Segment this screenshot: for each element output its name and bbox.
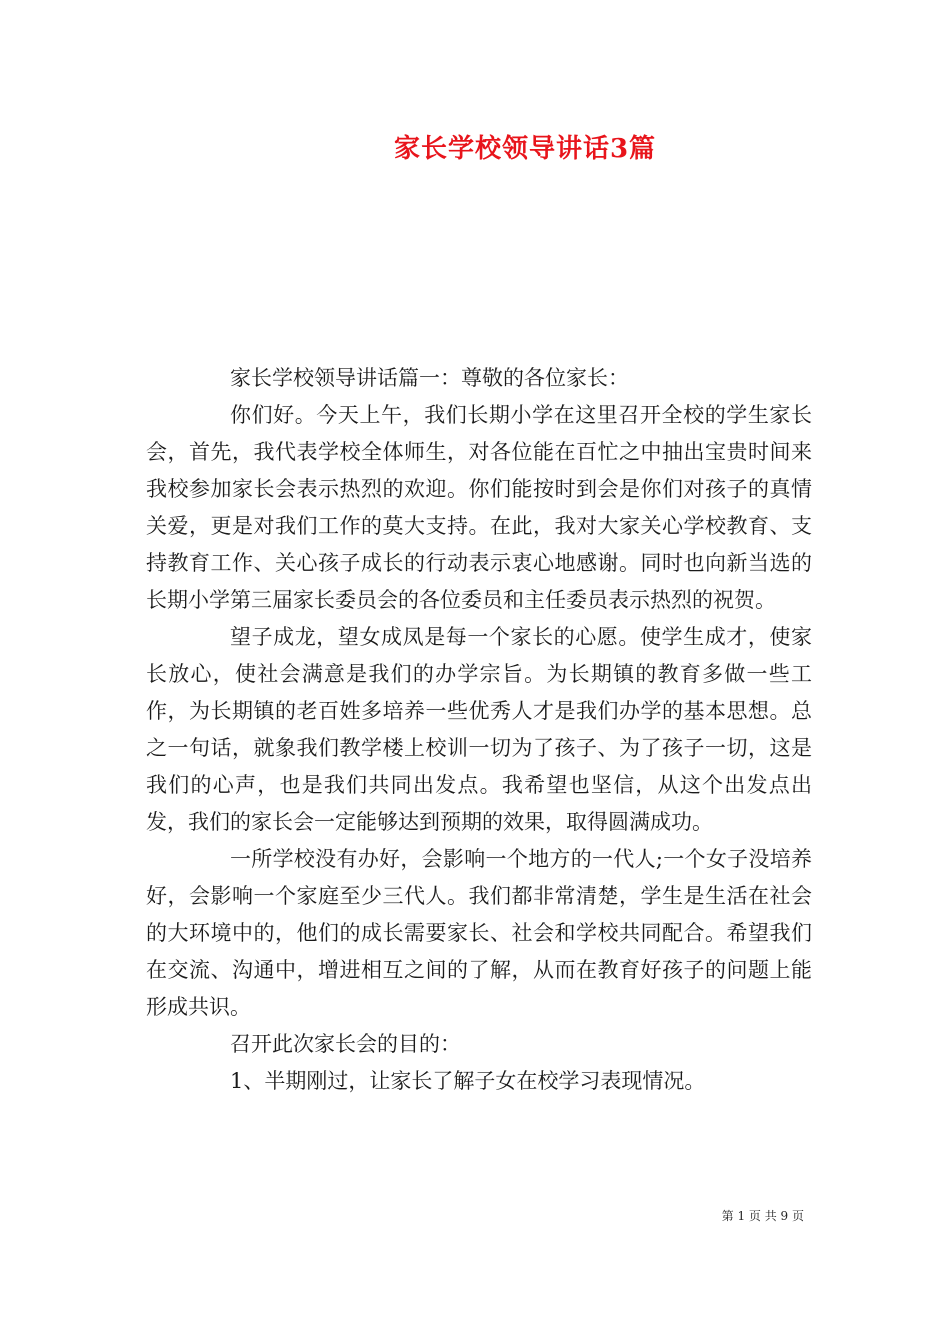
paragraph-6: 1、半期刚过，让家长了解子女在校学习表现情况。 <box>230 1069 706 1093</box>
document-body <box>146 360 812 1100</box>
paragraph-4: 一所学校没有办好，会影响一个地方的一代人;一个女子没培养好，会影响一个家庭至少三代人。我们都非常清楚，学生是生活在社会的大环境中的，他们的成长需要家长、社会和学校共同配合。希望我们在交流、沟通中，增进相互之间的了解，从而在教育好孩子的问题上能形成共识。 <box>146 847 812 1019</box>
paragraph-5: 召开此次家长会的目的： <box>230 1032 461 1056</box>
document-title: 家长学校领导讲话3篇 <box>393 134 657 164</box>
page-number-footer: 第 1 页 共 9 页 <box>721 1209 804 1223</box>
paragraph-2: 你们好。今天上午，我们长期小学在这里召开全校的学生家长会，首先，我代表学校全体师生，对各位能在百忙之中抽出宝贵时间来我校参加家长会表示热烈的欢迎。你们能按时到会是你们对孩子的真情关爱，更是对我们工作的莫大支持。在此，我对大家关心学校教育、支持教育工作、关心孩子成长的行动表示衷心地感谢。同时也向新当选的长期小学第三届家长委员会的各位委员和主任委员表示热烈的祝贺。 <box>146 403 812 612</box>
paragraph-1: 家长学校领导讲话篇一：尊敬的各位家长： <box>230 366 629 390</box>
paragraph-3: 望子成龙，望女成凤是每一个家长的心愿。使学生成才，使家长放心，使社会满意是我们的办学宗旨。为长期镇的教育多做一些工作，为长期镇的老百姓多培养一些优秀人才是我们办学的基本思想。总之一句话，就象我们教学楼上校训一切为了孩子、为了孩子一切，这是我们的心声，也是我们共同出发点。我希望也坚信，从这个出发点出发，我们的家长会一定能够达到预期的效果，取得圆满成功。 <box>146 625 812 834</box>
